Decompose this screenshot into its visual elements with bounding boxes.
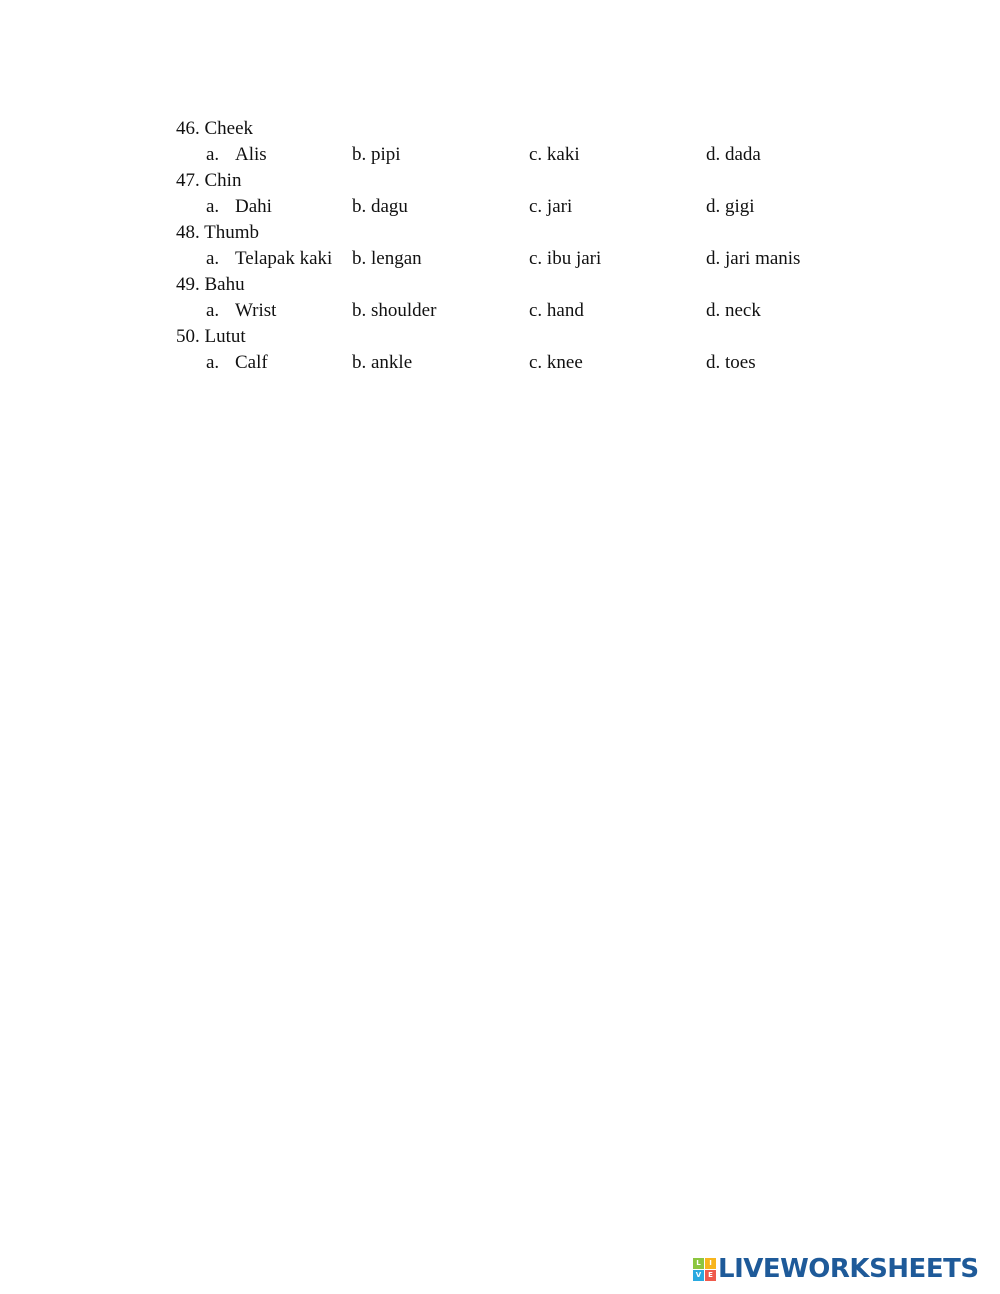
question-50: [176, 324, 876, 376]
worksheet-questions: [176, 116, 876, 376]
question-48: [176, 220, 876, 272]
question-line: [176, 272, 876, 298]
options-row: [176, 350, 876, 376]
option-d: d. neck: [706, 300, 761, 321]
logo-mark-letter: V: [693, 1270, 704, 1281]
logo-mark-letter: I: [705, 1258, 716, 1269]
option-a: Dahi: [235, 196, 272, 217]
question-line: [176, 324, 876, 350]
option-a: Telapak kaki: [235, 248, 333, 269]
option-b: b. pipi: [352, 144, 401, 165]
option-c: c. ibu jari: [529, 248, 602, 269]
options-row: [176, 142, 876, 168]
option-a-letter: a.: [206, 352, 220, 373]
logo-text: LIVEWORKSHEETS: [718, 1254, 979, 1284]
option-b: b. dagu: [352, 196, 408, 217]
question-number: 48.: [176, 222, 200, 243]
question-47: [176, 168, 876, 220]
option-a-letter: a.: [206, 144, 220, 165]
option-a-letter: a.: [206, 196, 220, 217]
logo-mark-letter: E: [705, 1270, 716, 1281]
options-row: [176, 246, 876, 272]
option-c: c. hand: [529, 300, 584, 321]
option-c: c. kaki: [529, 144, 580, 165]
question-number: 49.: [176, 274, 200, 295]
option-d: d. toes: [706, 352, 756, 373]
option-a: Calf: [235, 352, 268, 373]
question-prompt: Thumb: [204, 222, 260, 243]
option-a: Alis: [235, 144, 267, 165]
question-49: [176, 272, 876, 324]
question-prompt: Lutut: [204, 326, 246, 347]
option-d: d. dada: [706, 144, 761, 165]
logo-mark-letter: L: [693, 1258, 704, 1269]
question-prompt: Cheek: [204, 118, 254, 139]
question-prompt: Chin: [204, 170, 242, 191]
logo-mark-icon: [693, 1258, 716, 1281]
option-b: b. ankle: [352, 352, 413, 373]
question-number: 47.: [176, 170, 200, 191]
liveworksheets-logo: [693, 1256, 979, 1282]
options-row: [176, 194, 876, 220]
question-line: [176, 220, 876, 246]
option-a-letter: a.: [206, 248, 220, 269]
question-number: 50.: [176, 326, 200, 347]
option-c: c. jari: [529, 196, 573, 217]
question-46: [176, 116, 876, 168]
question-prompt: Bahu: [204, 274, 245, 295]
option-d: d. jari manis: [706, 248, 801, 269]
option-b: b. shoulder: [352, 300, 437, 321]
option-a-letter: a.: [206, 300, 220, 321]
option-b: b. lengan: [352, 248, 422, 269]
question-number: 46.: [176, 118, 200, 139]
option-c: c. knee: [529, 352, 583, 373]
options-row: [176, 298, 876, 324]
question-line: [176, 116, 876, 142]
question-line: [176, 168, 876, 194]
option-a: Wrist: [235, 300, 277, 321]
option-d: d. gigi: [706, 196, 755, 217]
